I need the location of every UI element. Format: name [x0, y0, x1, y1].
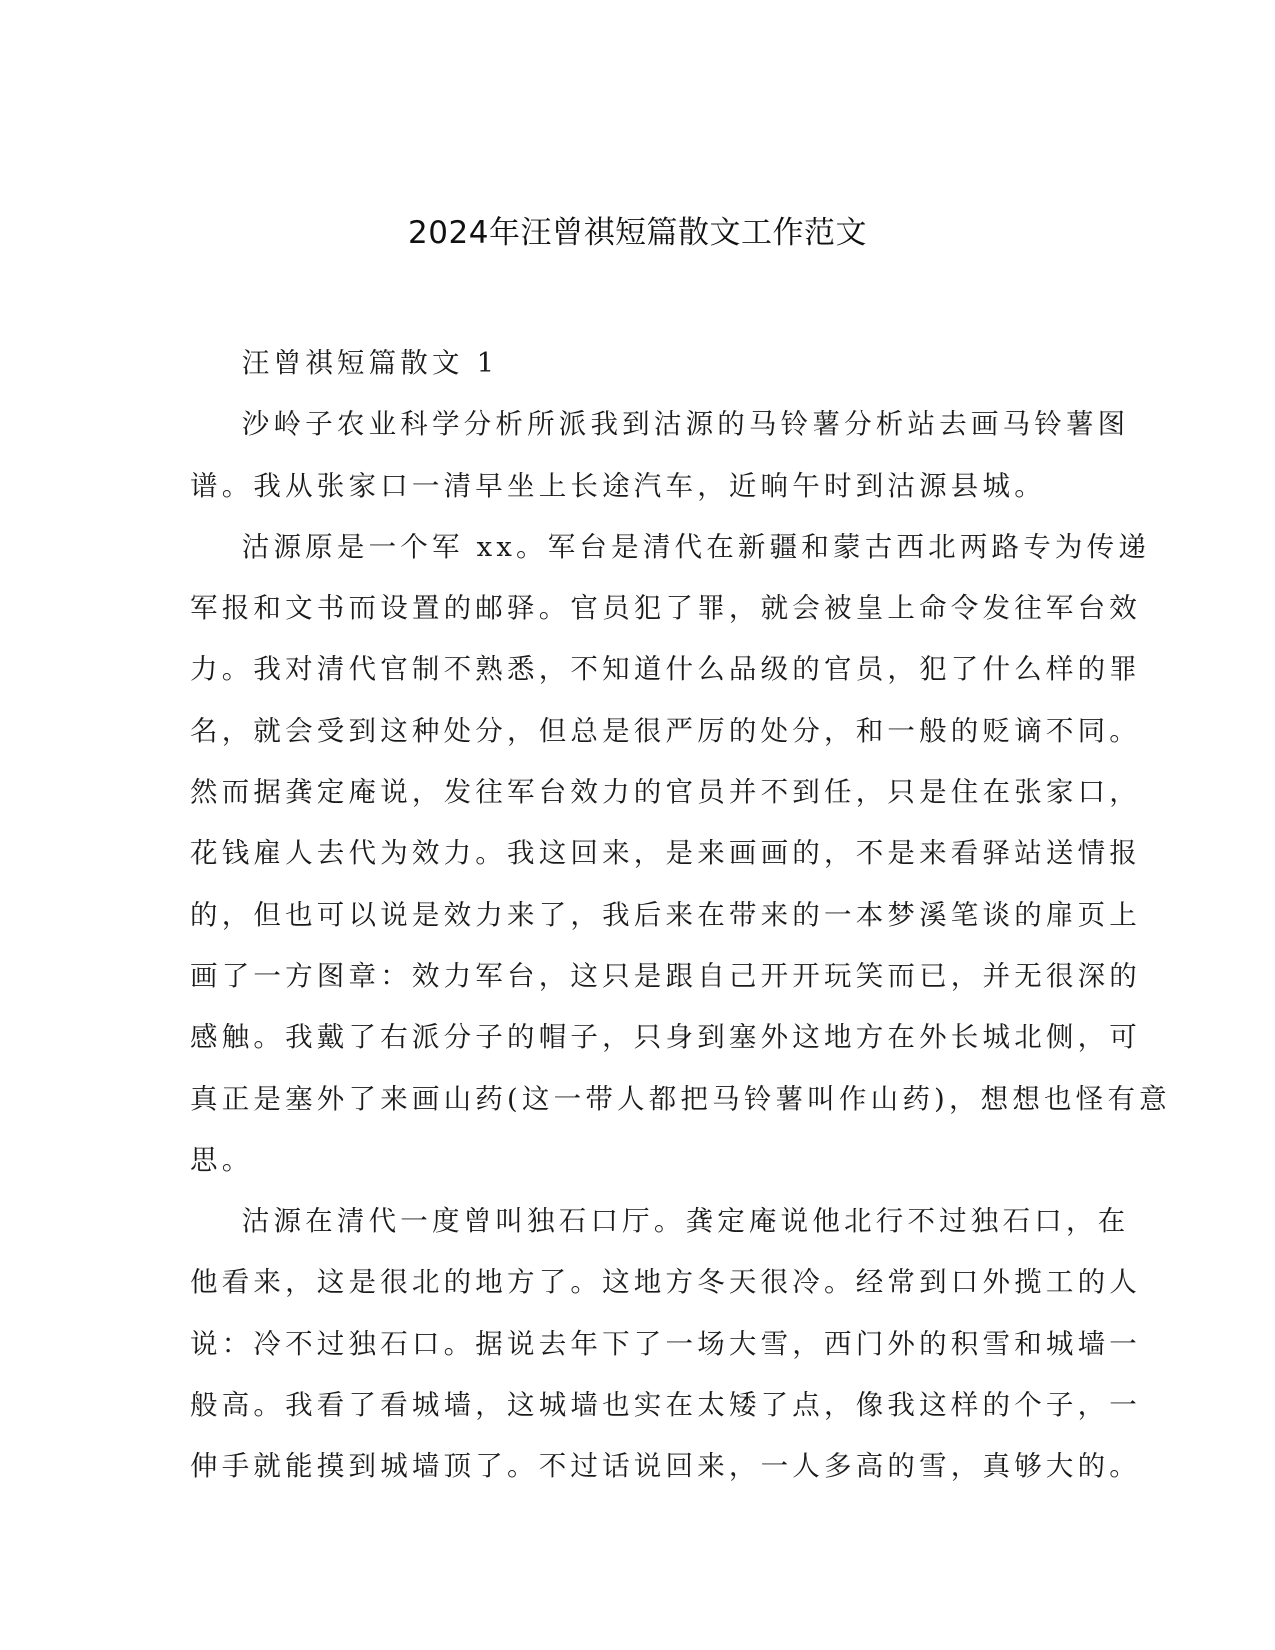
- text-line: 感触。我戴了右派分子的帽子，只身到塞外这地方在外长城北侧，可: [190, 1021, 1141, 1054]
- text-line: 的，但也可以说是效力来了，我后来在带来的一本梦溪笔谈的扉页上: [190, 898, 1141, 931]
- section-heading: 汪曾祺短篇散文 1: [190, 347, 499, 379]
- text-line: 名，就会受到这种处分，但总是很严厉的处分，和一般的贬谪不同。: [190, 714, 1141, 747]
- text-line: 沙岭子农业科学分析所派我到沽源的马铃薯分析站去画马铃薯图: [190, 408, 1130, 441]
- text-line: 般高。我看了看城墙，这城墙也实在太矮了点，像我这样的个子，一: [190, 1389, 1141, 1422]
- text-line: 说：冷不过独石口。据说去年下了一场大雪，西门外的积雪和城墙一: [190, 1327, 1141, 1360]
- text-line: 谱。我从张家口一清早坐上长途汽车，近晌午时到沽源县城。: [190, 469, 1046, 502]
- text-line: 军报和文书而设置的邮驿。官员犯了罪，就会被皇上命令发往军台效: [190, 592, 1141, 625]
- text-line: 花钱雇人去代为效力。我这回来，是来画画的，不是来看驿站送情报: [190, 837, 1141, 870]
- text-line: 力。我对清代官制不熟悉，不知道什么品级的官员，犯了什么样的罪: [190, 653, 1141, 686]
- text-line: 他看来，这是很北的地方了。这地方冬天很冷。经常到口外揽工的人: [190, 1266, 1141, 1299]
- text-line: 沽源原是一个军 xx。军台是清代在新疆和蒙古西北两路专为传递: [190, 530, 1151, 563]
- document-title: 2024年汪曾祺短篇散文工作范文: [408, 215, 867, 251]
- text-line: 沽源在清代一度曾叫独石口厅。龚定庵说他北行不过独石口，在: [190, 1205, 1130, 1238]
- document-body: [190, 333, 1171, 1498]
- text-line: 思。: [190, 1143, 254, 1176]
- text-line: 画了一方图章：效力军台，这只是跟自己开开玩笑而已，并无很深的: [190, 959, 1141, 992]
- text-line: 伸手就能摸到城墙顶了。不过话说回来，一人多高的雪，真够大的。: [190, 1450, 1141, 1483]
- text-line: 然而据龚定庵说，发往军台效力的官员并不到任，只是住在张家口，: [190, 776, 1141, 809]
- text-line: 真正是塞外了来画山药(这一带人都把马铃薯叫作山药)，想想也怪有意: [190, 1082, 1171, 1115]
